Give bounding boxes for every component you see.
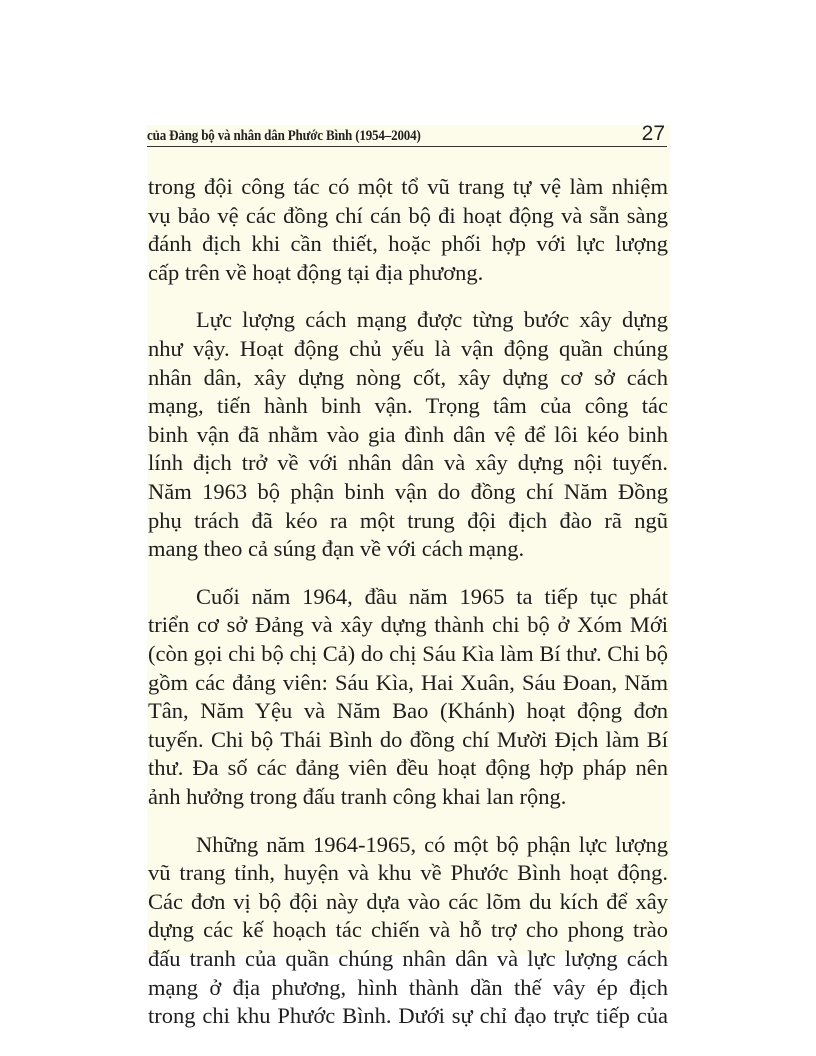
text-line: Lực lượng cách mạng được từng bước xây dựng (196, 307, 668, 333)
text-line: (còn gọi chi bộ chị Cả) do chị Sáu Kìa làm Bí thư. Chi bộ (148, 641, 668, 666)
text-line: mang theo cả súng đạn về với cách mạng. (148, 536, 525, 562)
running-header (147, 124, 667, 147)
text-line: thư. Đa số các đảng viên đều hoạt động hợp pháp nên (148, 755, 668, 781)
text-line: như vậy. Hoạt động chủ yếu là vận động quần chúng (148, 336, 668, 361)
text-line: Những năm 1964-1965, có một bộ phận lực lượng (196, 831, 668, 857)
text-line: trong chi khu Phước Bình. Dưới sự chỉ đạo trực tiếp của (148, 1003, 668, 1029)
text-line: tuyến. Chi bộ Thái Bình do đồng chí Mười Địch làm Bí (148, 726, 668, 752)
text-line: trong đội công tác có một tổ vũ trang tự vệ làm nhiệm (148, 174, 668, 199)
text-line: lính địch trở về với nhân dân và xây dựng nội tuyến. (148, 450, 668, 476)
text-line: triển cơ sở Đảng và xây dựng thành chi bộ ở Xóm Mới (148, 612, 668, 638)
text-line: ảnh hưởng trong đấu tranh công khai lan rộng. (148, 784, 567, 809)
text-line: dựng các kế hoạch tác chiến và hỗ trợ cho phong trào (148, 917, 668, 943)
text-line: đánh địch khi cần thiết, hoặc phối hợp với lực lượng (148, 231, 668, 257)
text-line: Các đơn vị bộ đội này dựa vào các lõm du kích để xây (148, 888, 668, 914)
text-line: Năm 1963 bộ phận binh vận do đồng chí Năm Đồng (148, 479, 668, 504)
text-line: gồm các đảng viên: Sáu Kìa, Hai Xuân, Sáu Đoan, Năm (148, 669, 668, 695)
text-line: binh vận đã nhằm vào gia đình dân vệ để lôi kéo binh (148, 421, 668, 447)
text-line: mạng, tiến hành binh vận. Trọng tâm của công tác (148, 393, 668, 419)
text-line: phụ trách đã kéo ra một trung đội địch đào rã ngũ (148, 507, 668, 533)
text-line: nhân dân, xây dựng nòng cốt, xây dựng cơ sở cách (148, 364, 668, 390)
text-line: vũ trang tỉnh, huyện và khu về Phước Bình hoạt động. (148, 860, 668, 886)
text-line: mạng ở địa phương, hình thành dần thế vây ép địch (148, 974, 668, 1000)
text-line: Cuối năm 1964, đầu năm 1965 ta tiếp tục phát (196, 583, 668, 609)
text-line: đấu tranh của quần chúng nhân dân và lực lượng cách (148, 946, 668, 971)
text-line: cấp trên về hoạt động tại địa phương. (148, 259, 484, 285)
running-header-title: của Đảng bộ và nhân dân Phước Bình (1954–2004) (147, 128, 421, 144)
page-number: 27 (641, 122, 665, 145)
text-line: vụ bảo vệ các đồng chí cán bộ đi hoạt động và sẵn sàng (148, 202, 668, 228)
text-line: Tân, Năm Yệu và Năm Bao (Khánh) hoạt động đơn (148, 698, 668, 724)
